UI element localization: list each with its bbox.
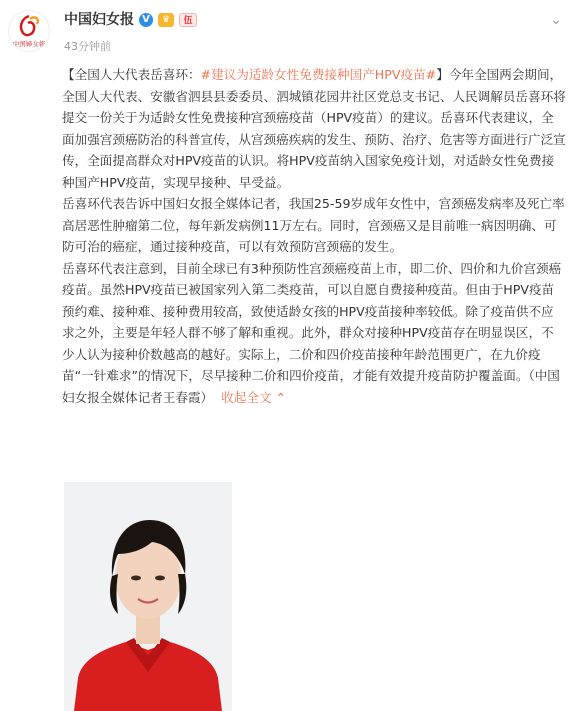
- paragraph-3: [62, 258, 566, 409]
- paragraph-2: 岳喜环代表告诉中国妇女报全媒体记者，我国25-59岁成年女性中，宫颈癌发病率及死亡率高居恶性肿瘤第二位，每年新发病例11万左右。同时，宫颈癌又是目前唯一病因明确、可防可治的癌症，通过接种疫苗，可以有效预防宫颈癌的发生。: [62, 196, 565, 254]
- author-avatar[interactable]: [8, 10, 50, 52]
- logo-text: 中国婦女報: [12, 40, 46, 48]
- chevron-up-icon: ⌃: [275, 389, 287, 405]
- post-time[interactable]: 43分钟前: [64, 40, 111, 53]
- collapse-label: 收起全文: [221, 389, 272, 405]
- hashtag-link[interactable]: #建议为适龄女性免费接种国产HPV疫苗#: [200, 67, 437, 82]
- post-header: [0, 0, 578, 62]
- post-photo[interactable]: [64, 482, 232, 711]
- collapse-link[interactable]: [217, 390, 286, 405]
- crown-icon: ♛: [158, 13, 174, 27]
- verified-icon: V: [139, 13, 153, 27]
- paragraph-suffix: 】今年全国两会期间，全国人大代表、安徽省泗县县委委员、泗城镇花园井社区党总支书记、人民调解员岳喜环将提交一份关于为适龄女性免费接种宫颈癌疫苗（HPV疫苗）的建议。岳喜环代表建议，全面加强宫颈癌防治的科普宣传，从宫颈癌疾病的发生、预防、治疗、危害等方面进行广泛宣传，全面提高群众对HPV疫苗的认识。将HPV疫苗纳入国家免疫计划，对适龄女性免费接种国产HPV疫苗，实现早接种、早受益。: [62, 67, 566, 190]
- portrait-image: [64, 482, 232, 711]
- chevron-down-icon[interactable]: ⌄: [550, 12, 562, 28]
- paragraph-prefix: 【全国人大代表岳喜环：: [62, 67, 201, 82]
- logo-icon: [9, 11, 49, 51]
- author-name-row: [64, 10, 197, 30]
- paragraph-3-text: 岳喜环代表注意到，目前全球已有3种预防性宫颈癌疫苗上市，即二价、四价和九价宫颈癌疫苗。虽然HPV疫苗已被国家列入第二类疫苗，可以自愿自费接种疫苗。但由于HPV疫苗预约难、接种难、接种费用较高，致使适龄女孩的HPV疫苗接种率较低。除了疫苗供不应求之外，主要是年轻人群不够了解和重视。此外，群众对接种HPV疫苗存在明显误区，不少人认为接种价数越高的越好。实际上，二价和四价疫苗接种年龄范围更广，在九价疫苗“一针难求”的情况下，尽早接种二价和四价疫苗，才能有效提升疫苗防护覆盖面。（中国妇女报全媒体记者王春霞）: [62, 260, 562, 405]
- paragraph-1: [62, 64, 566, 193]
- member-badge-icon: 伍: [179, 13, 197, 27]
- author-name[interactable]: 中国妇女报: [64, 12, 134, 28]
- post-content: [62, 64, 566, 408]
